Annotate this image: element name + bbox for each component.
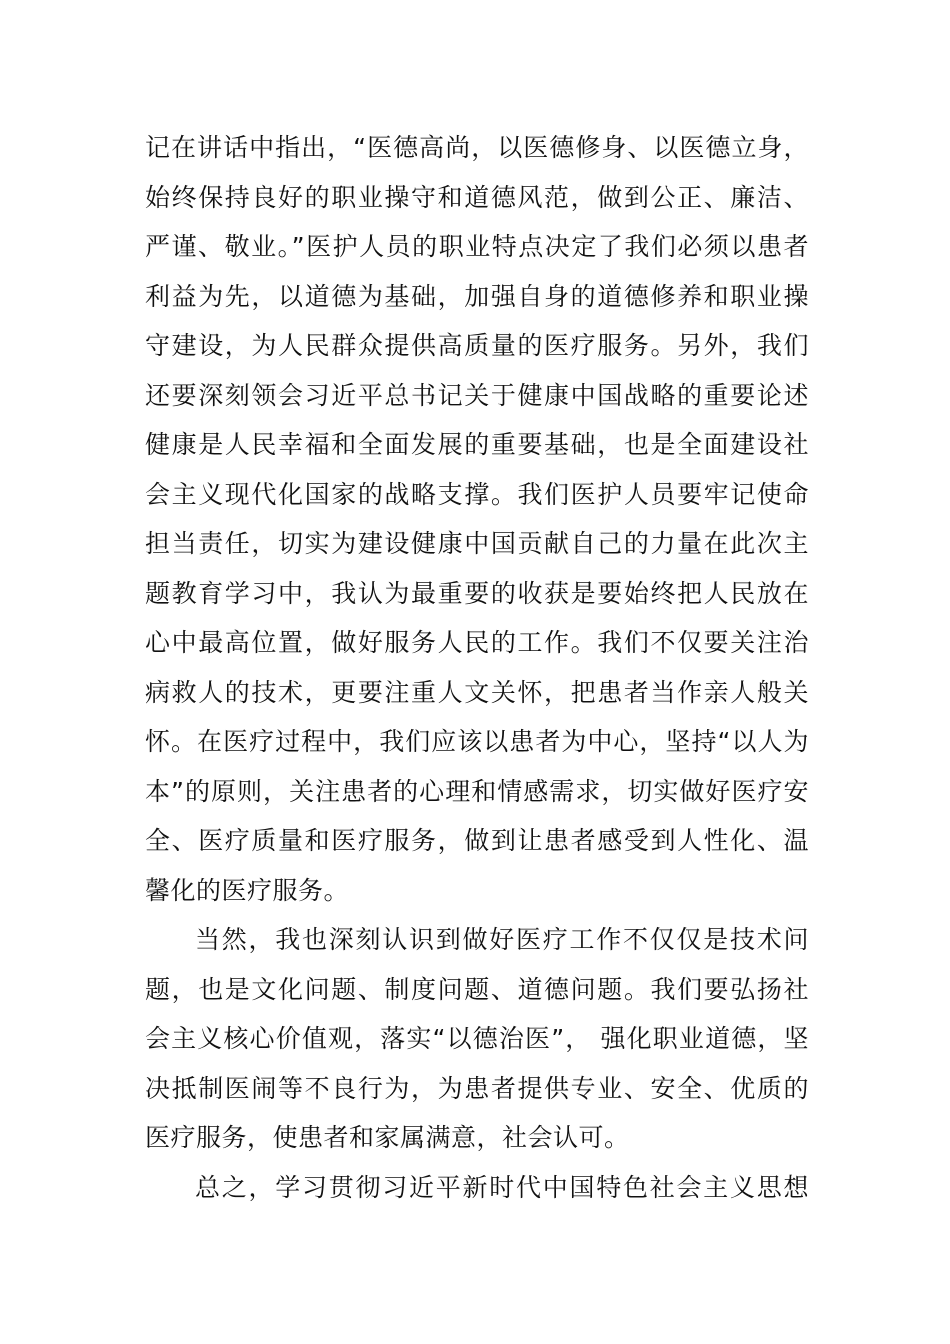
text-line: 病救人的技术，更要注重人文关怀，把患者当作亲人般关 (145, 677, 809, 707)
text-line: 总之，学习贯彻习近平新时代中国特色社会主义思想 (195, 1172, 809, 1202)
text-line: 会主义核心价值观，落实“以德治医”， 强化职业道德，坚 (145, 1024, 809, 1053)
text-line: 始终保持良好的职业操守和道德风范，做到公正、廉洁、 (145, 182, 809, 212)
text-line: 记在讲话中指出，“医德高尚，以医德修身、以医德立身， (145, 133, 809, 162)
text-line: 医疗服务，使患者和家属满意，社会认可。 (145, 1123, 630, 1152)
text-line: 题，也是文化问题、制度问题、道德问题。我们要弘扬社 (145, 974, 809, 1004)
text-line: 会主义现代化国家的战略支撑。我们医护人员要牢记使命 (145, 479, 809, 509)
paragraph-3 (145, 1163, 809, 1213)
document-body (145, 123, 809, 1212)
text-line: 严谨、敬业。”医护人员的职业特点决定了我们必须以患者 (145, 232, 809, 261)
paragraph-1 (145, 123, 809, 915)
text-line: 守建设，为人民群众提供高质量的医疗服务。另外，我们 (145, 331, 809, 360)
text-line: 健康是人民幸福和全面发展的重要基础，也是全面建设社 (145, 430, 809, 459)
text-line: 当然，我也深刻认识到做好医疗工作不仅仅是技术问 (195, 925, 809, 954)
text-line: 题教育学习中，我认为最重要的收获是要始终把人民放在 (145, 578, 809, 608)
text-line: 担当责任，切实为建设健康中国贡献自己的力量在此次主 (145, 529, 809, 558)
text-line: 心中最高位置，做好服务人民的工作。我们不仅要关注治 (145, 628, 809, 657)
text-line: 馨化的医疗服务。 (145, 875, 350, 905)
text-line: 本”的原则，关注患者的心理和情感需求，切实做好医疗安 (145, 776, 809, 806)
text-line: 怀。在医疗过程中，我们应该以患者为中心，坚持“以人为 (145, 727, 809, 756)
paragraph-2 (145, 915, 809, 1163)
text-line: 全、医疗质量和医疗服务，做到让患者感受到人性化、温 (145, 826, 809, 855)
text-line: 利益为先，以道德为基础，加强自身的道德修养和职业操 (145, 281, 809, 311)
text-line: 决抵制医闹等不良行为，为患者提供专业、安全、优质的 (145, 1073, 809, 1103)
text-line: 还要深刻领会习近平总书记关于健康中国战略的重要论述 (145, 380, 809, 410)
